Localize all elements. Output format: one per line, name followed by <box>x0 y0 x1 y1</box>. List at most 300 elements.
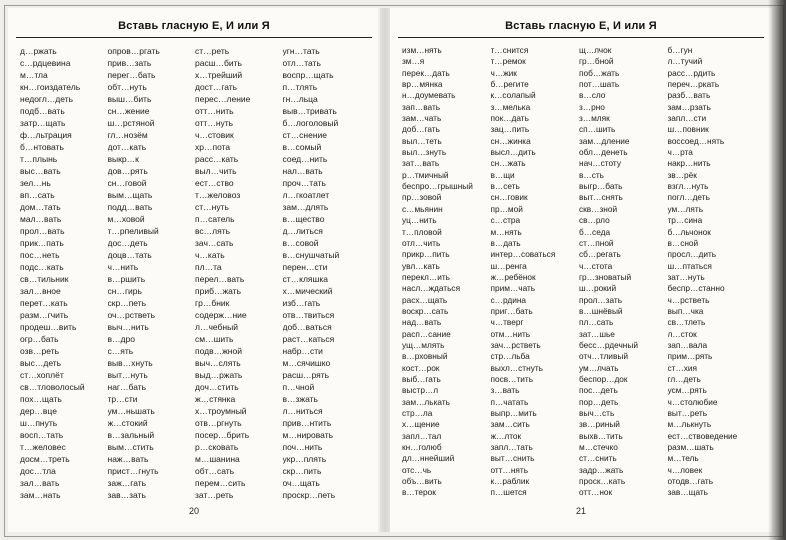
word-column-3 <box>195 45 283 501</box>
word-item: ш…рстяной <box>107 118 155 128</box>
word-item: ч…ловек <box>667 464 703 475</box>
word-item: стр…льба <box>490 351 530 362</box>
word-item: з…мелька <box>490 101 531 112</box>
word-item: изм…нять <box>402 45 442 55</box>
word-item: перег…бать <box>107 70 156 80</box>
word-item: ум…лять <box>667 203 704 214</box>
word-item: ст…хоплёт <box>20 370 64 380</box>
word-item: проск…кать <box>579 476 626 487</box>
word-item: м…нировать <box>282 430 334 440</box>
word-item: гл…нозём <box>107 130 148 140</box>
word-item: перекл…ить <box>402 271 450 282</box>
word-item: в…дро <box>107 334 135 344</box>
word-item: посер…брить <box>195 430 250 440</box>
word-item: выхв…тить <box>579 430 623 441</box>
word-item: стр…ла <box>402 408 433 418</box>
word-item: б…логоловый <box>282 118 339 128</box>
word-item: зат…нуть <box>667 271 705 282</box>
word-item: заж…гать <box>107 478 147 488</box>
word-item: б…нтовать <box>20 142 64 152</box>
word-item: ч…столюбие <box>667 396 718 407</box>
word-item: т…снится <box>490 45 529 55</box>
word-item: соед…нить <box>282 154 328 164</box>
word-item: недогл…деть <box>20 94 74 104</box>
word-column-2 <box>491 45 580 499</box>
word-item: ст…нуть <box>195 202 229 212</box>
word-item: прим…рять <box>667 351 713 362</box>
word-item: р…тмичный <box>402 169 449 180</box>
word-item: зап…вать <box>402 101 441 112</box>
word-item: прив…нтить <box>282 418 332 428</box>
word-item: ч…кать <box>195 250 225 260</box>
word-item: нач…стоту <box>579 158 621 169</box>
word-item: расх…щать <box>402 294 448 305</box>
word-item: объ…вить <box>402 476 442 487</box>
word-item: поб…жать <box>579 67 620 78</box>
word-item: приб…жать <box>195 286 241 296</box>
word-item: скв…зной <box>579 203 618 214</box>
word-item: взгл…нуть <box>667 181 709 192</box>
word-item: ущ…млять <box>402 339 445 350</box>
word-item: выл…чить <box>195 166 237 176</box>
word-item: к…раблик <box>490 476 530 487</box>
word-item: пос…деть <box>579 385 618 396</box>
word-item: вп…сать <box>20 190 55 200</box>
word-item: погл…деть <box>667 192 710 203</box>
word-item: выкр…к <box>107 154 139 164</box>
word-item: отт…нять <box>490 464 529 475</box>
word-item: скр…петь <box>107 298 147 308</box>
word-item: зат…вать <box>402 158 440 169</box>
page-number-left: 20 <box>188 506 199 516</box>
word-item: вым…стить <box>107 442 154 452</box>
word-item: проч…тать <box>282 178 326 188</box>
word-item: св…тлеть <box>667 317 706 328</box>
word-column-3 <box>579 45 668 499</box>
word-item: зел…нь <box>20 178 51 188</box>
word-item: перен…сти <box>282 262 328 272</box>
word-item: доб…ваться <box>282 322 332 332</box>
word-columns-right <box>390 38 772 499</box>
word-item: высл…дить <box>490 147 536 158</box>
word-item: выт…снять <box>579 192 623 203</box>
word-item: пох…щать <box>20 394 62 404</box>
word-item: ст…снение <box>282 130 327 140</box>
word-item: отл…чить <box>402 237 441 248</box>
word-item: с…стра <box>490 215 521 226</box>
word-item: л…сток <box>667 328 697 339</box>
word-item: ст…снить <box>579 453 617 464</box>
word-item: з…рно <box>579 101 605 112</box>
word-item: з…вать <box>490 385 520 396</box>
page-number-right: 21 <box>575 506 586 516</box>
word-item: тр…сина <box>667 215 703 226</box>
word-item: н…доумевать <box>402 90 456 101</box>
word-item: сн…говой <box>107 178 147 188</box>
word-item: отс…чь <box>402 464 432 475</box>
word-item: затр…щать <box>20 118 66 128</box>
word-item: ж…стянка <box>195 394 236 404</box>
word-item: ч…стота <box>579 260 613 271</box>
word-item: х…трейший <box>195 70 243 80</box>
word-item: перес…ление <box>195 94 251 104</box>
word-item: ч…тверг <box>490 317 524 328</box>
word-item: зап…вала <box>667 339 708 350</box>
word-item: зал…вать <box>20 478 60 488</box>
word-item: выхл…стнуть <box>490 362 543 373</box>
word-item: наж…вать <box>107 454 149 464</box>
word-item: выч…сть <box>579 408 615 418</box>
word-item: зам…рзать <box>667 101 711 112</box>
word-item: ч…рстветь <box>667 294 710 305</box>
word-item: в…зжать <box>282 394 318 404</box>
word-item: отм…нить <box>490 328 531 339</box>
word-item: сн…жинка <box>490 135 531 146</box>
word-item: перек…дать <box>402 67 450 78</box>
word-item: кн…гоиздатель <box>20 82 81 92</box>
word-item: выпр…мить <box>490 408 537 418</box>
word-item: в…совой <box>282 238 319 248</box>
word-item: ж…стокий <box>107 418 148 428</box>
word-item: выч…нить <box>107 322 149 332</box>
word-item: в…сной <box>667 237 699 248</box>
word-item: расп…сание <box>402 328 451 339</box>
word-item: гл…деть <box>667 373 701 384</box>
word-item: дост…гать <box>195 82 238 92</box>
word-item: вс…лять <box>195 226 231 236</box>
word-item: прол…вать <box>20 226 65 236</box>
word-item: выч…слять <box>195 358 241 368</box>
word-item: беспро…грышный <box>402 181 473 192</box>
word-item: св…тловолосый <box>20 382 85 392</box>
word-item: дов…рять <box>107 166 148 176</box>
word-item: зав…щать <box>667 487 709 498</box>
word-item: гр…зноватый <box>579 271 632 282</box>
word-item: в…щи <box>490 169 515 180</box>
word-item: выв…тривать <box>282 106 337 116</box>
word-item: расс…рдить <box>667 67 716 78</box>
page-right <box>390 8 772 532</box>
word-item: дер…вце <box>20 406 57 416</box>
word-item: увл…кать <box>402 260 440 271</box>
word-item: приг…бать <box>490 305 533 316</box>
word-item: с…рдина <box>490 294 527 305</box>
word-item: над…вать <box>402 317 442 328</box>
word-item: зв…риный <box>579 419 620 430</box>
word-item: в…зальный <box>107 430 155 440</box>
word-item: зач…рстветь <box>490 339 541 350</box>
word-item: к…солапый <box>490 90 536 101</box>
word-item: в…щество <box>282 214 325 224</box>
word-item: разб…вать <box>667 90 711 101</box>
word-item: отт…нок <box>579 487 613 498</box>
word-item: м…лькнуть <box>667 419 712 430</box>
word-item: д…литься <box>282 226 323 236</box>
word-item: д…ржать <box>20 46 57 56</box>
word-item: т…ремок <box>490 56 526 67</box>
word-item: т…желовоз <box>195 190 241 200</box>
word-item: выс…вать <box>20 166 61 176</box>
word-item: дос…деть <box>107 238 148 248</box>
word-item: зац…пить <box>490 124 530 135</box>
word-item: воскр…сать <box>402 305 449 316</box>
word-item: ст…хия <box>667 362 698 373</box>
word-item: сн…жение <box>107 106 150 116</box>
word-item: доб…гать <box>402 124 440 135</box>
word-item: ш…пнуть <box>20 418 58 428</box>
word-item: накр…нить <box>667 158 711 169</box>
word-item: сп…шить <box>579 124 616 135</box>
word-columns-left <box>8 38 380 501</box>
word-item: п…чатать <box>490 396 529 407</box>
page-title: Вставь гласную Е, И или Я <box>118 20 270 32</box>
word-item: зам…лькать <box>402 396 450 407</box>
word-item: б…льчонок <box>667 226 711 237</box>
word-item: выб…гать <box>402 373 441 384</box>
word-item: з…мляк <box>579 113 610 124</box>
word-item: разм…шать <box>667 442 714 453</box>
word-item: прист…гнуть <box>107 466 159 476</box>
word-item: б…седа <box>579 226 611 237</box>
word-item: ш…рокий <box>579 283 617 294</box>
word-item: дом…тать <box>20 202 61 212</box>
word-item: наг…бать <box>107 382 147 392</box>
word-item: восп…тать <box>20 430 64 440</box>
word-item: тр…сти <box>107 394 138 404</box>
word-column-4 <box>668 45 757 499</box>
word-item: поч…нить <box>282 442 323 452</box>
word-item: м…сячишко <box>282 358 331 368</box>
word-item: зм…я <box>402 56 425 67</box>
word-item: пос…неть <box>20 250 60 260</box>
word-item: ж…лток <box>490 430 522 441</box>
word-item: в…сомый <box>282 142 322 152</box>
word-item: выт…снить <box>490 453 535 464</box>
word-item: ст…реть <box>195 46 230 56</box>
word-item: дл…ннейший <box>402 453 455 464</box>
word-item: х…мический <box>282 286 333 296</box>
word-item: выл…знуть <box>402 147 447 158</box>
word-item: п…сатель <box>195 214 235 224</box>
word-item: пок…дать <box>490 113 529 124</box>
word-item: м…ховой <box>107 214 145 224</box>
word-item: л…чебный <box>195 322 238 332</box>
word-item: ч…нить <box>107 262 139 272</box>
word-item: пор…деть <box>579 396 619 407</box>
word-item: содерж…ние <box>195 310 247 320</box>
word-item: изб…гать <box>282 298 321 308</box>
word-item: м…тла <box>20 70 48 80</box>
word-item: угн…тать <box>282 46 320 56</box>
word-item: дос…тла <box>20 466 56 476</box>
word-column-2 <box>108 45 196 501</box>
word-item: в…сло <box>579 90 606 101</box>
word-item: зам…сить <box>490 419 530 430</box>
word-item: запл…тал <box>402 430 442 441</box>
word-item: расс…кать <box>195 154 239 164</box>
word-item: подб…вать <box>20 106 65 116</box>
word-item: в…шнёвый <box>579 305 623 316</box>
word-item: зам…нать <box>20 490 61 500</box>
word-item: оч…рстветь <box>107 310 156 320</box>
word-item: сн…жать <box>490 158 526 169</box>
word-item: мал…вать <box>20 214 62 224</box>
word-item: перет…кать <box>20 298 68 308</box>
word-item: св…рло <box>579 215 610 226</box>
word-item: гр…бной <box>579 56 614 67</box>
word-item: кн…голюб <box>402 442 442 453</box>
word-item: зам…длять <box>282 202 329 212</box>
word-item: в…рховный <box>402 351 448 362</box>
word-item: пр…зовой <box>402 192 442 203</box>
word-item: щ…лчок <box>579 45 612 55</box>
word-item: п…шется <box>490 487 527 498</box>
word-item: расш…бить <box>195 58 242 68</box>
word-item: перем…сить <box>195 478 246 488</box>
word-item: ш…повник <box>667 124 709 135</box>
word-item: в…ршить <box>107 274 146 284</box>
word-item: бесс…рдечный <box>579 339 638 350</box>
word-item: л…ниться <box>282 406 323 416</box>
word-item: ф…льтрация <box>20 130 72 140</box>
word-item: пот…шать <box>579 79 620 90</box>
page-left <box>8 8 380 532</box>
word-item: беспор…док <box>579 373 628 384</box>
word-item: л…тучий <box>667 56 703 67</box>
word-item: выгр…бать <box>579 181 623 192</box>
word-item: огр…бать <box>20 334 59 344</box>
word-item: подд…вать <box>107 202 153 212</box>
word-item: т…пловой <box>402 226 442 237</box>
word-item: сн…гирь <box>107 286 142 296</box>
word-item: ч…рта <box>667 147 693 158</box>
word-item: отч…тливый <box>579 351 628 362</box>
word-item: воссоед…нять <box>667 135 725 146</box>
word-item: прик…пать <box>20 238 64 248</box>
word-item: разм…гчить <box>20 310 69 320</box>
word-item: переч…ркать <box>667 79 720 90</box>
word-item: запл…сти <box>667 113 707 124</box>
word-item: прив…зать <box>107 58 152 68</box>
word-item: м…нять <box>490 226 522 237</box>
word-item: выс…деть <box>20 358 62 368</box>
word-item: ум…лчать <box>579 362 619 373</box>
word-item: т…рпеливый <box>107 226 159 236</box>
word-item: обл…денеть <box>579 147 628 158</box>
word-item: доч…стить <box>195 382 239 392</box>
word-item: б…регите <box>490 79 529 90</box>
word-item: отл…тать <box>282 58 321 68</box>
word-item: в…снушчатый <box>282 250 340 260</box>
word-item: дот…кать <box>107 142 147 152</box>
word-item: оч…щать <box>282 478 320 488</box>
word-item: задр…жать <box>579 464 624 475</box>
word-item: прим…чать <box>490 283 536 294</box>
word-item: уц…нить <box>402 215 437 226</box>
word-item: выт…нуть <box>107 370 148 380</box>
word-item: перел…вать <box>195 274 245 284</box>
word-item: зав…зать <box>107 490 146 500</box>
word-item: выл…теть <box>402 135 442 146</box>
word-item: м…шанина <box>195 454 240 464</box>
word-item: л…гкоатлет <box>282 190 330 200</box>
word-item: усм…рять <box>667 385 707 396</box>
word-item: в…сеть <box>490 181 520 192</box>
word-item: проскр…петь <box>282 490 336 500</box>
word-item: доцв…тать <box>107 250 152 260</box>
word-item: зач…сать <box>195 238 234 248</box>
word-item: гн…льца <box>282 94 318 104</box>
word-item: отт…нить <box>195 106 234 116</box>
word-item: ст…пной <box>579 237 614 248</box>
word-item: зам…дление <box>579 135 630 146</box>
word-item: укр…плять <box>282 454 327 464</box>
word-item: обт…сать <box>195 466 235 476</box>
word-item: обт…нуть <box>107 82 147 92</box>
word-item: отт…нуть <box>195 118 234 128</box>
word-item: продеш…вить <box>20 322 77 332</box>
word-item: т…плынь <box>20 154 58 164</box>
word-item: п…чной <box>282 382 315 392</box>
word-item: прол…зать <box>579 294 623 305</box>
word-item: вып…чка <box>667 305 704 316</box>
word-item: скр…пить <box>282 466 322 476</box>
word-item: подв…жной <box>195 346 242 356</box>
word-item: см…шить <box>195 334 234 344</box>
word-item: св…тильник <box>20 274 69 284</box>
word-item: досм…треть <box>20 454 70 464</box>
word-item: т…желовес <box>20 442 66 452</box>
word-item: пл…сать <box>579 317 614 328</box>
word-item: зв…рёк <box>667 169 697 180</box>
word-item: выт…реть <box>667 408 708 418</box>
word-item: вр…мянка <box>402 79 443 90</box>
word-item: ч…стовик <box>195 130 234 140</box>
word-item: интер…соваться <box>490 249 556 260</box>
word-item: ум…ньшать <box>107 406 155 416</box>
word-item: вым…щать <box>107 190 153 200</box>
word-item: в…дать <box>490 237 521 248</box>
word-item: выш…бить <box>107 94 152 104</box>
word-item: зат…шье <box>579 328 615 339</box>
word-item: пр…мой <box>490 203 523 214</box>
word-item: кост…рок <box>402 362 440 373</box>
word-item: воспр…щать <box>282 70 334 80</box>
word-item: нал…вать <box>282 166 323 176</box>
word-item: ч…жик <box>490 67 517 78</box>
word-item: хр…пота <box>195 142 231 152</box>
word-item: пл…та <box>195 262 222 272</box>
word-item: выд…ржать <box>195 370 243 380</box>
word-item: зал…вное <box>20 286 61 296</box>
word-item: ш…птаться <box>667 260 712 271</box>
word-item: раст…каться <box>282 334 335 344</box>
word-item: выв…хнуть <box>107 358 153 368</box>
word-item: в…терок <box>402 487 436 498</box>
word-item: выстр…л <box>402 385 439 396</box>
word-item: ст…кляшка <box>282 274 328 284</box>
word-item: беспр…станно <box>667 283 725 294</box>
word-item: подс…кать <box>20 262 64 272</box>
word-item: набр…сти <box>282 346 323 356</box>
word-item: просл…дить <box>667 249 717 260</box>
word-item: опров…ргать <box>107 46 160 56</box>
word-item: отодв…гать <box>667 476 714 487</box>
word-item: сб…регать <box>579 249 621 260</box>
word-item: гр…бник <box>195 298 230 308</box>
word-item: зат…реть <box>195 490 234 500</box>
word-item: отв…ргнуть <box>195 418 242 428</box>
